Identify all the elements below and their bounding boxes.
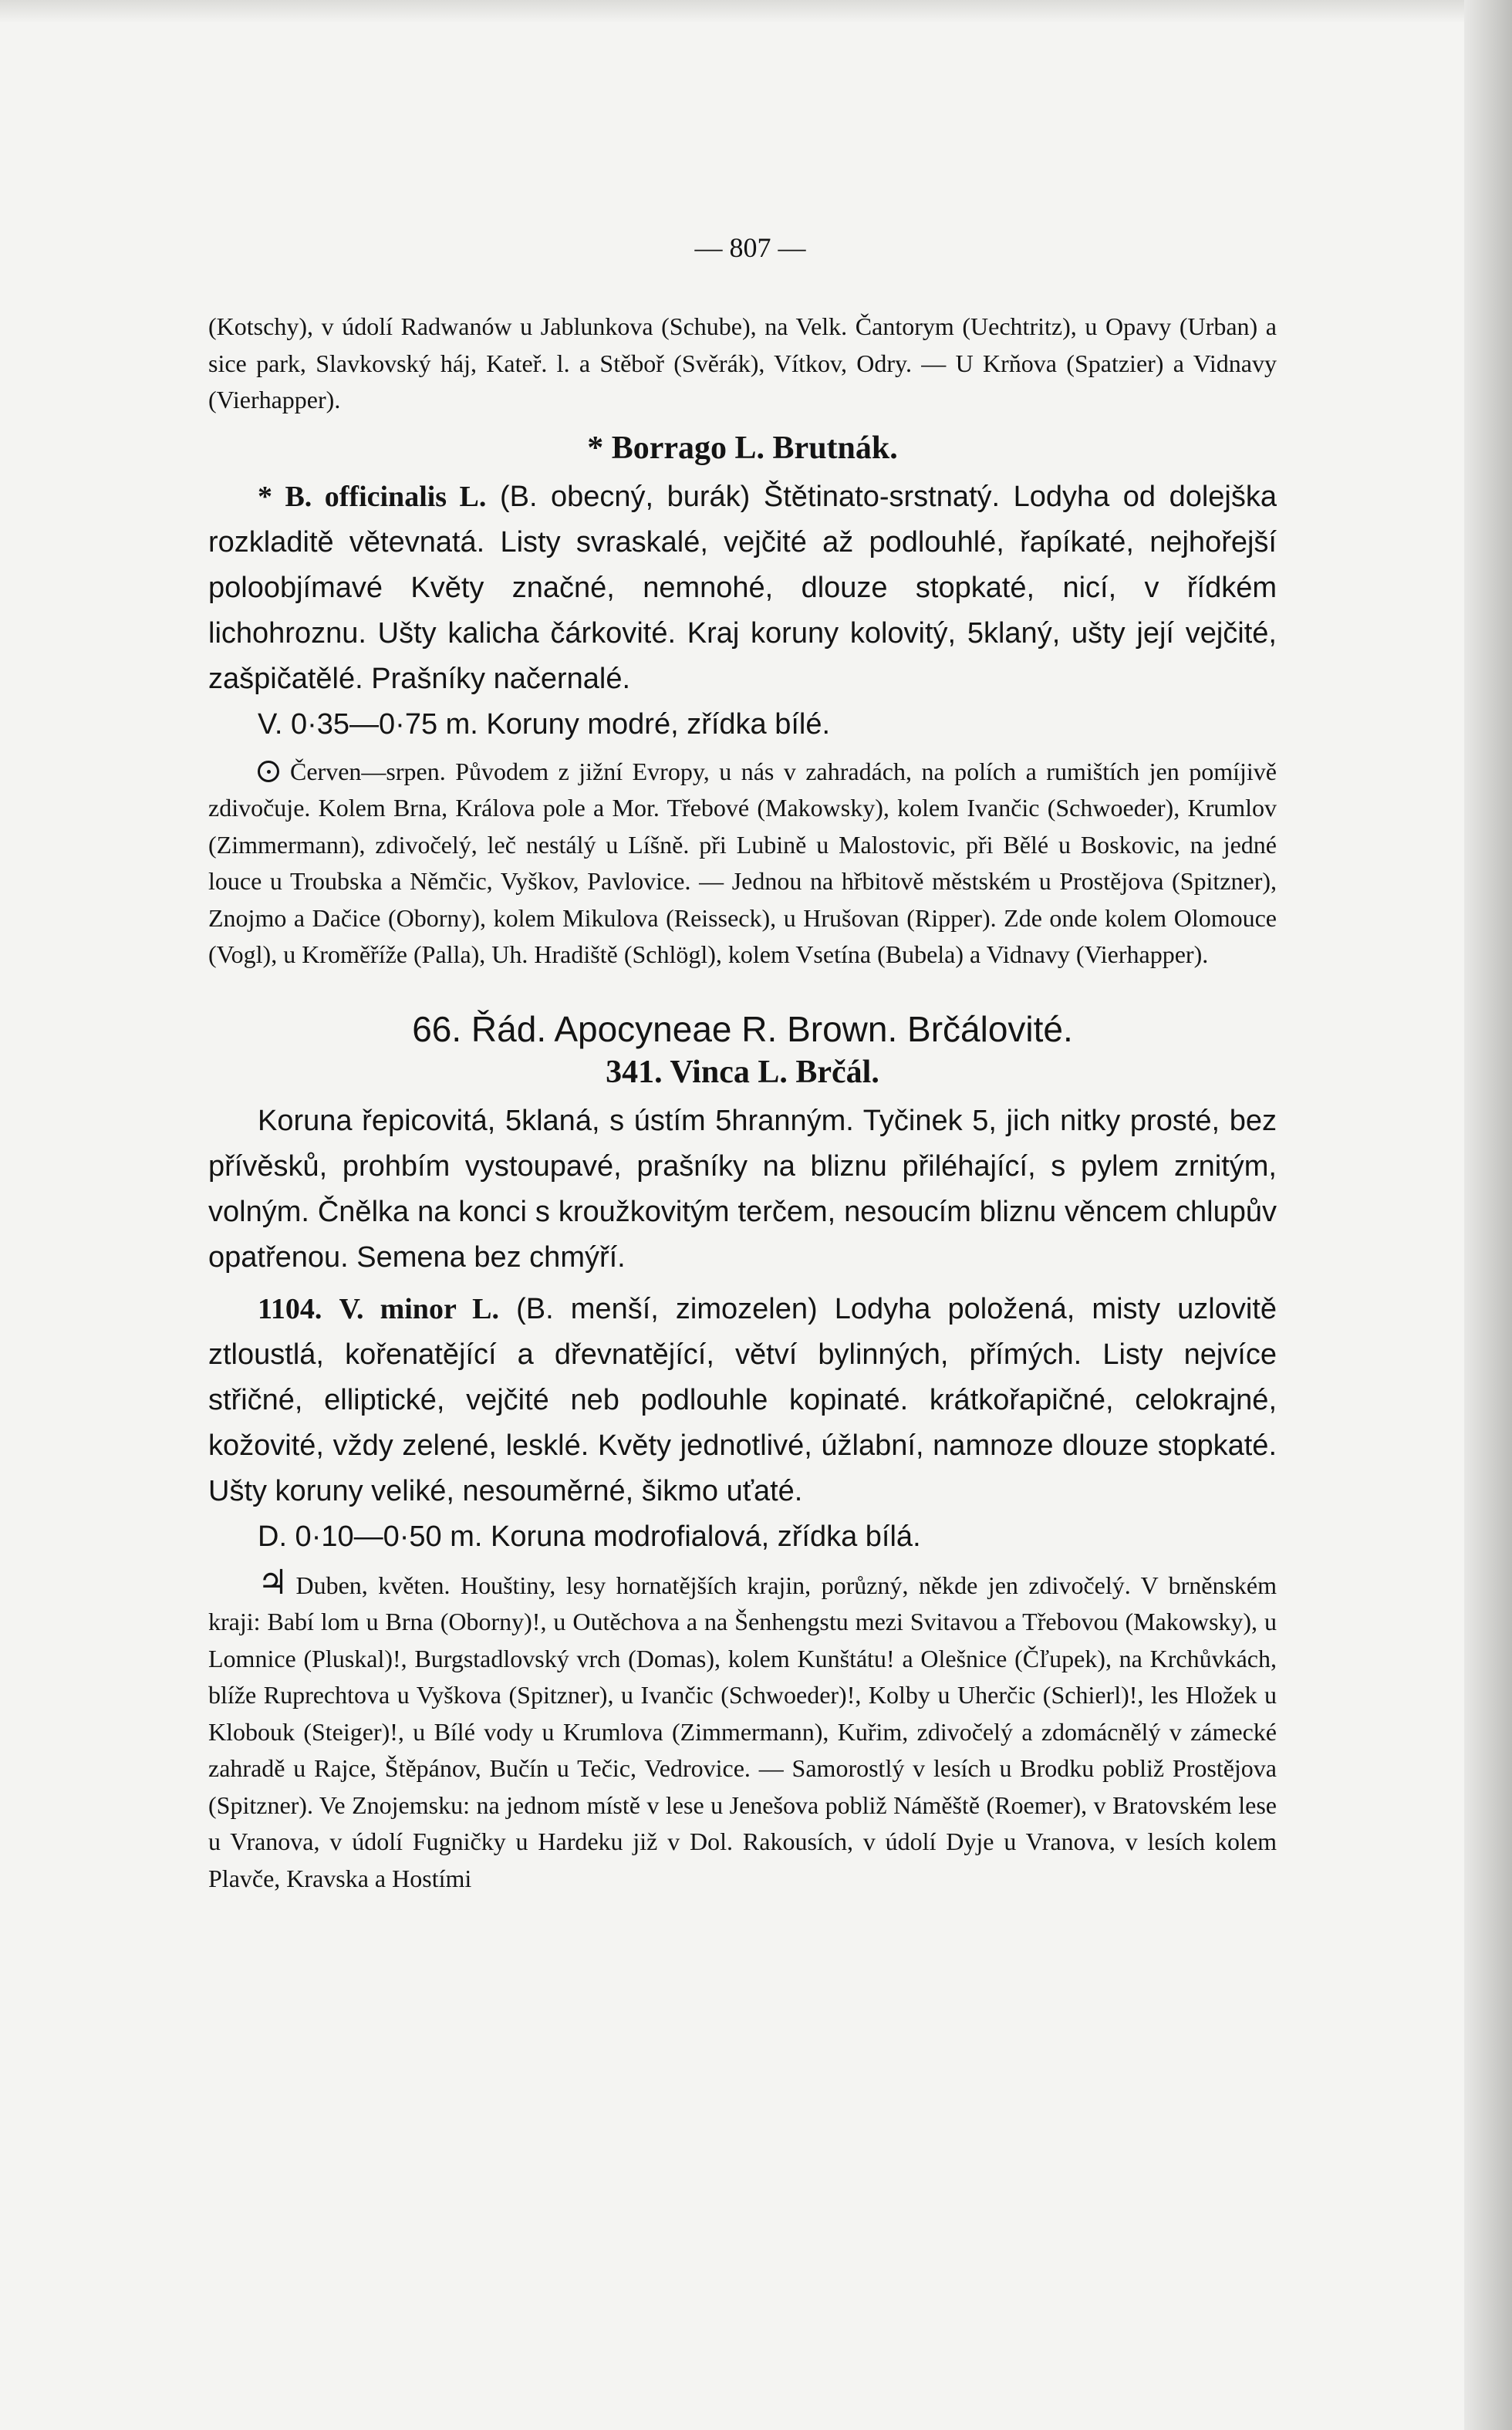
vinca-entry [208, 1287, 1277, 1514]
perennial-symbol-icon: ♃ [258, 1563, 289, 1601]
vinca-size: D. 0·10—0·50 m. Koruna modrofialová, zřídka bílá. [258, 1520, 921, 1553]
vinca-description: (B. menší, zimozelen) Lodyha položená, misty uzlovitě ztloustlá, kořenatějící a dřevnatějící, větví bylinných, přímých. Listy nejvíce střičné, elliptické, vejčité neb podlouhle kopinaté. krátkořapičné, celokrajné, kožovité, vždy zelené, lesklé. Květy jednotlivé, úžlabní, namnoze dlouze stopkaté. Ušty koruny veliké, nesouměrné, šikmo uťaté. [208, 1292, 1277, 1507]
intro-paragraph: (Kotschy), v údolí Radwanów u Jablunkova (Schube), na Velk. Čantorym (Uechtritz), u Opavy (Urban) a sice park, Slavkovský háj, Kateř. l. a Stěboř (Svěrák), Vítkov, Odry. — U Krňova (Spatzier) a Vidnavy (Vierhapper). [208, 312, 1277, 413]
borrago-distribution-text: Červen—srpen. Původem z jižní Evropy, u nás v zahradách, na polích a rumištích jen pomíjivě zdivočuje. Kolem Brna, Králova pole a Mor. Třebové (Makowsky), kolem Ivančic (Schwoeder), Krumlov (Zimmermann), zdivočelý, leč nestálý u Líšně. při Lubině u Malostovic, při Bělé u Boskovic, na jedné louce u Troubska a Němčic, Vyškov, Pavlovice. — Jednou na hřbitově městském u Prostějova (Spitzner), Znojmo a Dačice (Oborny), kolem Mikulova (Reisseck), u Hrušovan (Ripper). Zde onde kolem Olomouce (Vogl), u Kroměříže (Palla), Uh. Hradiště (Schlögl), kolem Vsetína (Bubela) a Vidnavy (Vierhapper). [208, 757, 1277, 968]
page-number: — 807 — [694, 232, 806, 263]
page-content [208, 231, 1277, 1897]
order-heading: 66. Řád. Apocyneae R. Brown. Brčálovité. [412, 1008, 1073, 1049]
borrago-species-name: * B. officinalis L. [258, 480, 487, 513]
genus-heading-borrago: * Borrago L. Brutnák. [587, 430, 898, 466]
vinca-number: 1104. [258, 1292, 322, 1325]
genus-heading-vinca: 341. Vinca L. Brčál. [606, 1054, 879, 1090]
vinca-distribution [208, 1563, 1277, 1898]
borrago-size: V. 0·35—0·75 m. Koruny modré, zřídka bílé. [258, 707, 831, 741]
borrago-distribution [208, 754, 1277, 974]
borrago-description: (B. obecný, burák) Štětinato-srstnatý. Lodyha od dolejška rozkladitě větevnatá. Listy svraskalé, vejčité až podlouhlé, řapíkaté, nejhořejší poloobjímavé Květy značné, nemnohé, dlouze stopkaté, nicí, v řídkém lichohroznu. Ušty kalicha čárkovité. Kraj koruny kolovitý, 5klaný, ušty její vejčité, zašpičatělé. Prašníky načernalé. [208, 480, 1277, 695]
vinca-distribution-text: Duben, květen. Houštiny, lesy hornatějších krajin, porůzný, někde jen zdivočelý. V brněnském kraji: Babí lom u Brna (Oborny)!, u Outěchova a na Šenhengstu mezi Svitavou a Třebovou (Makowsky), u Lomnice (Pluskal)!, Burgstadlovský vrch (Domas), kolem Kunštátu! a Olešnice (Čľupek), na Krchůvkách, blíže Ruprechtova u Vyškova (Spitzner), u Ivančic (Schwoeder)!, Kolby u Uherčic (Schierl)!, les Hložek u Klobouk (Steiger)!, u Bílé vody u Krumlova (Zimmermann), Kuřim, zdivočelý a zdomácnělý v zámecké zahradě u Rajce, Štěpánov, Bučín u Tečic, Vedrovice. — Samorostlý v lesích u Brodku pobliž Prostějova (Spitzner). Ve Znojemsku: na jednom místě v lese u Jenešova pobliž Náměště (Roemer), v Bratovském lese u Vranova, v údolí Fugničky u Hardeku již v Dol. Rakousích, v údolí Dyje u Vranova, v lesích kolem Plavče, Kravska a Hostími [208, 1571, 1277, 1892]
scan-edge-right [1464, 0, 1512, 2430]
borrago-entry [208, 474, 1277, 702]
vinca-genus-description: Koruna řepicovitá, 5klaná, s ústím 5hranným. Tyčinek 5, jich nitky prosté, bez přívěsků, prohbím vystoupavé, prašníky na bliznu přiléhající, s pylem zrnitým, volným. Čnělka na konci s kroužkovitým terčem, nesoucím bliznu věncem chlupův opatřenou. Semena bez chmýří. [208, 1104, 1277, 1274]
vinca-species-name: V. minor L. [339, 1292, 500, 1325]
annual-symbol-icon [258, 761, 279, 782]
scan-shadow-top [0, 0, 1512, 23]
